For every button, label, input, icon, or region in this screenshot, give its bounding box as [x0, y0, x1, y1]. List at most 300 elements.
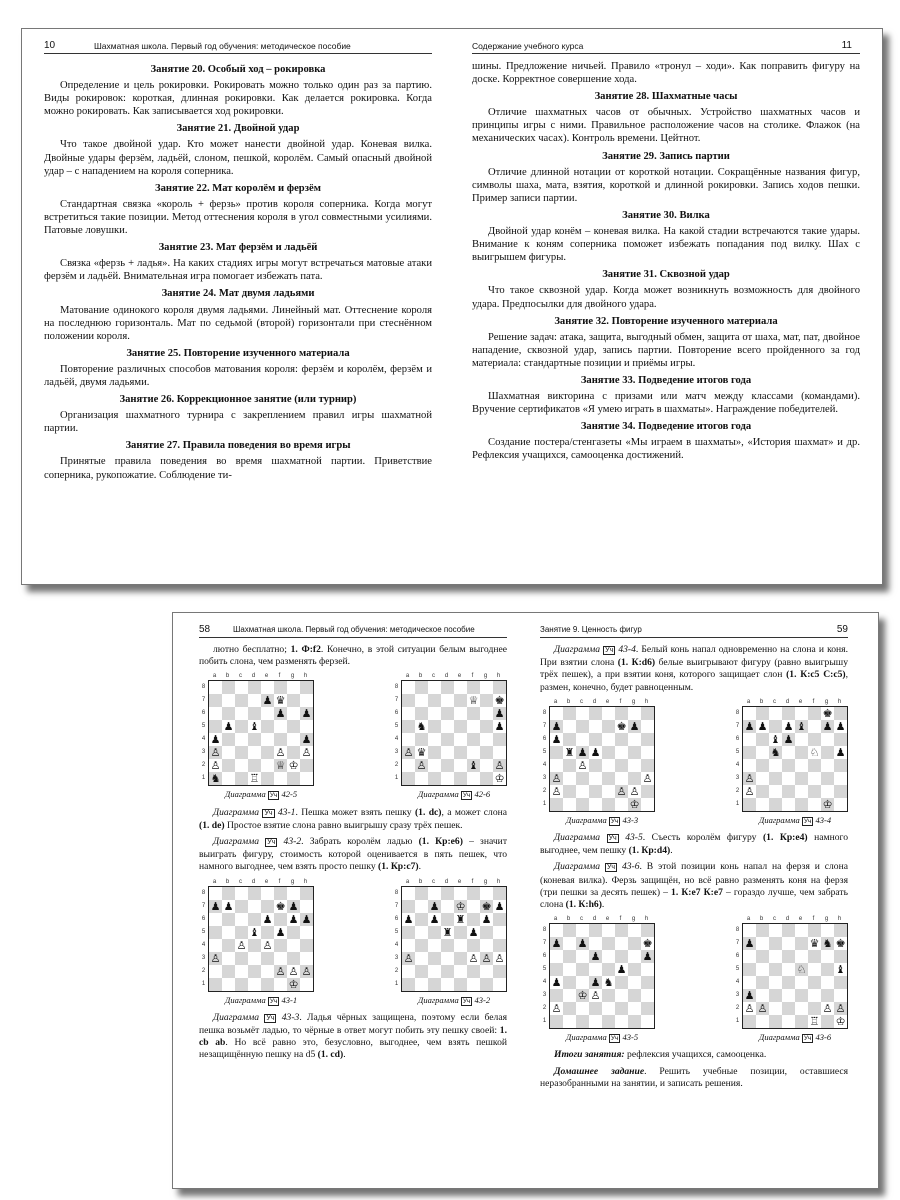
board-square — [550, 759, 563, 772]
black-bishop-icon: ♝ — [796, 719, 807, 733]
lesson-title: Занятие 33. Подведение итогов года — [580, 374, 752, 386]
board-square — [222, 733, 235, 746]
board-square — [287, 733, 300, 746]
chess-board — [401, 886, 507, 992]
board-square — [743, 963, 756, 976]
diagram-caption — [208, 788, 314, 802]
file-label: c — [432, 878, 435, 885]
board-square — [287, 720, 300, 733]
rank-label: 6 — [201, 710, 206, 717]
board-square — [743, 798, 756, 811]
black-bishop-icon: ♝ — [835, 963, 846, 977]
white-queen-icon: ♕ — [468, 694, 479, 708]
board-square — [641, 924, 654, 937]
board-square — [480, 681, 493, 694]
file-label: e — [264, 673, 269, 680]
diagram-caption — [401, 788, 507, 802]
board-square — [415, 978, 428, 991]
black-pawn-icon: ♟ — [288, 899, 299, 913]
black-pawn-icon: ♟ — [551, 719, 562, 733]
board-square — [248, 707, 261, 720]
board-square — [261, 965, 274, 978]
board-square — [274, 887, 287, 900]
file-label: h — [303, 673, 308, 680]
file-label: g — [631, 916, 636, 923]
file-label: d — [251, 878, 256, 885]
board-square — [261, 707, 274, 720]
board-square — [235, 759, 248, 772]
file-label: h — [644, 916, 649, 923]
file-label: c — [239, 878, 242, 885]
board-square — [756, 798, 769, 811]
board-square — [782, 746, 795, 759]
board-square — [834, 759, 847, 772]
board-square — [428, 939, 441, 952]
black-queen-icon: ♛ — [275, 694, 286, 708]
board-square — [415, 926, 428, 939]
uch-badge: Уч — [803, 817, 812, 825]
board-square — [235, 733, 248, 746]
rank-label: 2 — [394, 967, 399, 974]
white-pawn-icon: ♙ — [468, 951, 479, 965]
file-label: e — [798, 916, 803, 923]
chess-board — [742, 706, 848, 812]
white-pawn-icon: ♙ — [481, 951, 492, 965]
board-square — [782, 950, 795, 963]
chess-diagram — [733, 698, 848, 828]
board-square — [576, 924, 589, 937]
rank-label: 5 — [394, 723, 399, 730]
white-pawn-icon: ♙ — [236, 938, 247, 952]
chess-board — [208, 680, 314, 786]
board-square — [769, 1015, 782, 1028]
diagram-number: 42-5 — [279, 789, 298, 800]
board-square — [493, 733, 506, 746]
lesson-text: Что такое двойной удар. Кто может нанести двойной удар. Коневая вилка. Двойные удары ферзём, ладьёй, слоном, пешкой, королём. Самый опасный двойной удар – с нападением на короля соперника. — [44, 139, 432, 177]
file-label: b — [566, 698, 571, 705]
board-square — [782, 759, 795, 772]
black-pawn-icon: ♟ — [494, 899, 505, 913]
board-square — [808, 963, 821, 976]
board-square — [441, 939, 454, 952]
white-pawn-icon: ♙ — [551, 1002, 562, 1016]
board-square — [743, 707, 756, 720]
running-header — [472, 39, 860, 54]
board-square — [628, 963, 641, 976]
board-square — [576, 963, 589, 976]
board-square — [441, 759, 454, 772]
board-square — [782, 785, 795, 798]
diagram-number: 43-1 — [279, 994, 298, 1005]
board-square — [641, 720, 654, 733]
black-pawn-icon: ♟ — [262, 912, 273, 926]
board-square — [769, 937, 782, 950]
board-square — [441, 707, 454, 720]
board-square — [467, 733, 480, 746]
board-square — [821, 924, 834, 937]
rank-label: 1 — [735, 800, 740, 807]
board-square — [821, 989, 834, 1002]
board-square — [563, 937, 576, 950]
black-bishop-icon: ♝ — [468, 759, 479, 773]
uch-badge: Уч — [269, 792, 278, 800]
board-square — [248, 746, 261, 759]
board-square — [834, 707, 847, 720]
board-square — [563, 785, 576, 798]
running-header — [540, 623, 848, 638]
board-square — [576, 772, 589, 785]
board-square — [769, 720, 782, 733]
white-pawn-icon: ♙ — [629, 784, 640, 798]
board-square — [300, 978, 313, 991]
lesson-title: Занятие 20. Особый ход – рокировка — [150, 64, 326, 75]
board-square — [493, 939, 506, 952]
rank-label: 7 — [394, 902, 399, 909]
rank-label: 3 — [735, 774, 740, 781]
black-pawn-icon: ♟ — [301, 733, 312, 747]
rank-label: 4 — [201, 941, 206, 948]
lesson-text: Отличие длинной нотации от короткой нотации. Сокращённые названия фигур, символы шаха, мата, взятия, короткой и длинной рокировки. Запись ходов пешки. Пример записи партии. — [472, 166, 860, 204]
board-square — [235, 772, 248, 785]
file-label: a — [746, 916, 751, 923]
black-pawn-icon: ♟ — [590, 745, 601, 759]
board-square — [454, 759, 467, 772]
chess-board — [208, 886, 314, 992]
board-square — [480, 746, 493, 759]
rank-label: 7 — [201, 697, 206, 704]
board-square — [415, 965, 428, 978]
board-square — [769, 785, 782, 798]
board-square — [480, 720, 493, 733]
board-square — [641, 989, 654, 1002]
white-pawn-icon: ♙ — [642, 771, 653, 785]
board-square — [641, 746, 654, 759]
page-59 — [540, 613, 848, 1188]
board-square — [615, 950, 628, 963]
white-pawn-icon: ♙ — [288, 964, 299, 978]
board-square — [628, 733, 641, 746]
black-pawn-icon: ♟ — [744, 989, 755, 1003]
board-square — [563, 924, 576, 937]
file-label: h — [837, 698, 842, 705]
board-square — [467, 772, 480, 785]
board-square — [821, 759, 834, 772]
board-square — [628, 989, 641, 1002]
running-header — [199, 623, 507, 638]
board-square — [615, 733, 628, 746]
white-king-icon: ♔ — [822, 797, 833, 811]
header-title: Шахматная школа. Первый год обучения: методическое пособие — [233, 625, 475, 634]
white-pawn-icon: ♙ — [262, 938, 273, 952]
board-square — [300, 681, 313, 694]
white-pawn-icon: ♙ — [301, 964, 312, 978]
board-square — [248, 965, 261, 978]
spread-pages-58-59 — [172, 612, 879, 1189]
lesson-text: Что такое сквозной удар. Когда может возникнуть возможность для двойного удара. Предпосылки для двойного удара. — [472, 285, 860, 310]
rank-label: 2 — [542, 787, 547, 794]
board-square — [628, 746, 641, 759]
board-square — [209, 681, 222, 694]
board-square — [641, 785, 654, 798]
rank-label: 2 — [201, 762, 206, 769]
lesson-text: Стандартная связка «король + ферзь» против короля соперника. Когда могут встретиться такие позиции. Метод оттеснения короля в угол совместными усилиями. Патовые ловушки. — [44, 198, 432, 237]
lesson-title: Занятие 23. Мат ферзём и ладьёй — [158, 242, 318, 254]
board-square — [274, 978, 287, 991]
black-pawn-icon: ♟ — [210, 733, 221, 747]
rank-label: 4 — [201, 736, 206, 743]
file-label: g — [824, 698, 829, 705]
board-square — [480, 694, 493, 707]
board-square — [428, 965, 441, 978]
white-pawn-icon: ♙ — [416, 759, 427, 773]
rank-label: 1 — [201, 775, 206, 782]
white-pawn-icon: ♙ — [551, 771, 562, 785]
file-label: f — [812, 698, 815, 705]
black-pawn-icon: ♟ — [744, 719, 755, 733]
board-square — [808, 950, 821, 963]
board-square — [834, 772, 847, 785]
board-square — [615, 759, 628, 772]
board-square — [563, 733, 576, 746]
black-pawn-icon: ♟ — [275, 707, 286, 721]
board-square — [467, 978, 480, 991]
black-pawn-icon: ♟ — [494, 707, 505, 721]
file-label: g — [631, 698, 636, 705]
board-square — [782, 707, 795, 720]
lesson-text: Двойной удар конём – коневая вилка. На какой стадии встречаются такие удары. Внимание к коням соперника поможет избежать попадания под вилку. Шах с выигрышем фигуры. — [472, 226, 860, 264]
board-square — [576, 1015, 589, 1028]
board-square — [628, 924, 641, 937]
file-label: h — [837, 916, 842, 923]
board-square — [834, 950, 847, 963]
board-square — [834, 798, 847, 811]
board-square — [300, 952, 313, 965]
black-pawn-icon: ♟ — [822, 719, 833, 733]
board-square — [402, 694, 415, 707]
rank-label: 8 — [542, 709, 547, 716]
board-square — [769, 924, 782, 937]
white-king-icon: ♔ — [288, 977, 299, 991]
board-square — [467, 681, 480, 694]
board-square — [248, 900, 261, 913]
lesson-text: Решение задач: атака, защита, выгодный обмен, защита от шаха, мат, пат, двойное нападение, сквозной удар, запись партии. Повторение всего пройденного за год материала: стандартные позиции и приёмы игры. — [472, 331, 860, 369]
rank-labels — [540, 924, 549, 1028]
board-square — [602, 798, 615, 811]
spread-pages-10-11 — [21, 28, 883, 585]
rank-label: 3 — [542, 992, 547, 999]
board-square — [602, 733, 615, 746]
rank-label: 3 — [201, 954, 206, 961]
board-square — [743, 1015, 756, 1028]
board-square — [454, 733, 467, 746]
black-pawn-icon: ♟ — [403, 912, 414, 926]
board-square — [834, 976, 847, 989]
board-square — [428, 772, 441, 785]
file-label: c — [239, 673, 242, 680]
board-square — [441, 746, 454, 759]
board-square — [300, 772, 313, 785]
file-label: f — [619, 698, 622, 705]
board-square — [769, 772, 782, 785]
board-square — [300, 900, 313, 913]
board-square — [467, 720, 480, 733]
board-square — [261, 926, 274, 939]
caption-word: Диаграмма — [417, 994, 459, 1005]
file-label: a — [212, 673, 217, 680]
board-square — [415, 887, 428, 900]
board-square — [550, 950, 563, 963]
black-knight-icon: ♞ — [822, 937, 833, 951]
board-square — [615, 937, 628, 950]
black-pawn-icon: ♟ — [301, 707, 312, 721]
board-square — [222, 746, 235, 759]
board-square — [222, 681, 235, 694]
board-square — [563, 976, 576, 989]
board-square — [563, 772, 576, 785]
file-labels — [742, 698, 848, 706]
board-square — [550, 707, 563, 720]
board-square — [454, 887, 467, 900]
board-square — [300, 887, 313, 900]
black-pawn-icon: ♟ — [577, 745, 588, 759]
white-pawn-icon: ♙ — [744, 1002, 755, 1016]
board-square — [274, 681, 287, 694]
white-pawn-icon: ♙ — [757, 1002, 768, 1016]
board-square — [235, 965, 248, 978]
board-square — [602, 772, 615, 785]
file-label: f — [812, 916, 815, 923]
file-labels — [401, 672, 507, 680]
file-label: f — [278, 878, 281, 885]
chess-board — [742, 923, 848, 1029]
page-11 — [472, 29, 860, 584]
black-pawn-icon: ♟ — [223, 899, 234, 913]
file-label: c — [432, 673, 435, 680]
board-square — [769, 759, 782, 772]
board-square — [641, 963, 654, 976]
board-square — [454, 965, 467, 978]
board-square — [615, 707, 628, 720]
board-square — [287, 926, 300, 939]
white-knight-icon: ♘ — [796, 963, 807, 977]
file-label: f — [619, 916, 622, 923]
board-square — [808, 989, 821, 1002]
white-pawn-icon: ♙ — [494, 951, 505, 965]
board-square — [300, 939, 313, 952]
chess-board — [401, 680, 507, 786]
board-square — [576, 976, 589, 989]
chess-diagram — [392, 878, 507, 1008]
black-pawn-icon: ♟ — [590, 976, 601, 990]
lesson-text: Шахматная викторина с призами или матч между классами (командами). Вручение сертификатов «Я умею играть в шахматы». Награждение победителей. — [472, 391, 860, 416]
paragraph: Диаграмма Уч 43-4. Белый конь напал одновременно на слона и коня. При взятии слона (1. К:d6) белые выигрывают фигуру (равно выигрышу трёх пешек), а при взятии коня, которого защищает слон (1. К:c5 С:c5), размен, конечно, будет равноценным. — [540, 644, 848, 693]
lesson-text: Создание постера/стенгазеты «Мы играем в шахматы», «История шахмат» и др. Рефлексия учащихся, самооценка достижений. — [472, 437, 860, 462]
board-square — [589, 937, 602, 950]
board-square — [795, 937, 808, 950]
board-square — [589, 759, 602, 772]
file-label: c — [773, 916, 776, 923]
file-label: e — [457, 673, 462, 680]
black-pawn-icon: ♟ — [783, 719, 794, 733]
board-square — [641, 976, 654, 989]
board-square — [808, 707, 821, 720]
header-title: Содержание учебного курса — [472, 41, 584, 51]
file-label: h — [644, 698, 649, 705]
black-pawn-icon: ♟ — [835, 745, 846, 759]
board-square — [795, 772, 808, 785]
board-square — [300, 759, 313, 772]
lesson-title: Занятие 34. Подведение итогов года — [580, 421, 752, 433]
board-square — [235, 681, 248, 694]
rank-label: 6 — [394, 915, 399, 922]
lesson-text: Определение и цель рокировки. Рокировать можно только один раз за партию. Виды рокировок: короткая, длинная рокировки. Как делается рокировка. Когда можно рокировать. Как записывается ход рокировки. — [44, 80, 432, 118]
file-label: a — [405, 673, 410, 680]
lesson-title: Занятие 22. Мат королём и ферзём — [155, 182, 321, 194]
white-pawn-icon: ♙ — [301, 746, 312, 760]
board-square — [589, 924, 602, 937]
board-square — [589, 798, 602, 811]
rank-labels — [733, 924, 742, 1028]
black-king-icon: ♚ — [275, 899, 286, 913]
file-label: g — [483, 673, 488, 680]
running-header — [44, 39, 432, 54]
board-square — [743, 924, 756, 937]
board-square — [602, 924, 615, 937]
board-square — [641, 1015, 654, 1028]
board-square — [641, 1002, 654, 1015]
board-square — [589, 785, 602, 798]
paragraph: Итоги занятия: рефлексия учащихся, самооценка. — [554, 1049, 767, 1061]
board-square — [402, 965, 415, 978]
board-square — [441, 978, 454, 991]
board-square — [808, 976, 821, 989]
file-label: e — [264, 878, 269, 885]
board-square — [743, 759, 756, 772]
rank-label: 3 — [201, 749, 206, 756]
black-bishop-icon: ♝ — [249, 720, 260, 734]
caption-word: Диаграмма — [758, 814, 800, 825]
black-pawn-icon: ♟ — [783, 732, 794, 746]
board-square — [550, 963, 563, 976]
board-square — [454, 952, 467, 965]
board-square — [261, 900, 274, 913]
board-square — [248, 733, 261, 746]
lesson-text: Матование одинокого короля двумя ладьями. Линейный мат. Оттеснение короля на последнюю горизонталь. Мат по седьмой (второй) горизонтали при стеснённом положении короля. — [44, 304, 432, 342]
rank-label: 1 — [394, 980, 399, 987]
diagram-caption — [549, 814, 655, 828]
board-square — [235, 978, 248, 991]
white-pawn-icon: ♙ — [275, 964, 286, 978]
board-square — [428, 746, 441, 759]
board-square — [615, 772, 628, 785]
board-square — [454, 681, 467, 694]
board-square — [480, 733, 493, 746]
file-label: b — [418, 878, 423, 885]
white-king-icon: ♔ — [629, 797, 640, 811]
board-square — [222, 707, 235, 720]
board-square — [589, 720, 602, 733]
board-square — [550, 989, 563, 1002]
caption-word: Диаграмма — [565, 1032, 607, 1043]
board-square — [782, 924, 795, 937]
board-square — [756, 937, 769, 950]
rank-label: 5 — [542, 748, 547, 755]
black-pawn-icon: ♟ — [481, 912, 492, 926]
rank-label: 2 — [394, 762, 399, 769]
white-pawn-icon: ♙ — [551, 784, 562, 798]
rank-label: 4 — [542, 761, 547, 768]
header-title: Шахматная школа. Первый год обучения: методическое пособие — [94, 41, 351, 51]
